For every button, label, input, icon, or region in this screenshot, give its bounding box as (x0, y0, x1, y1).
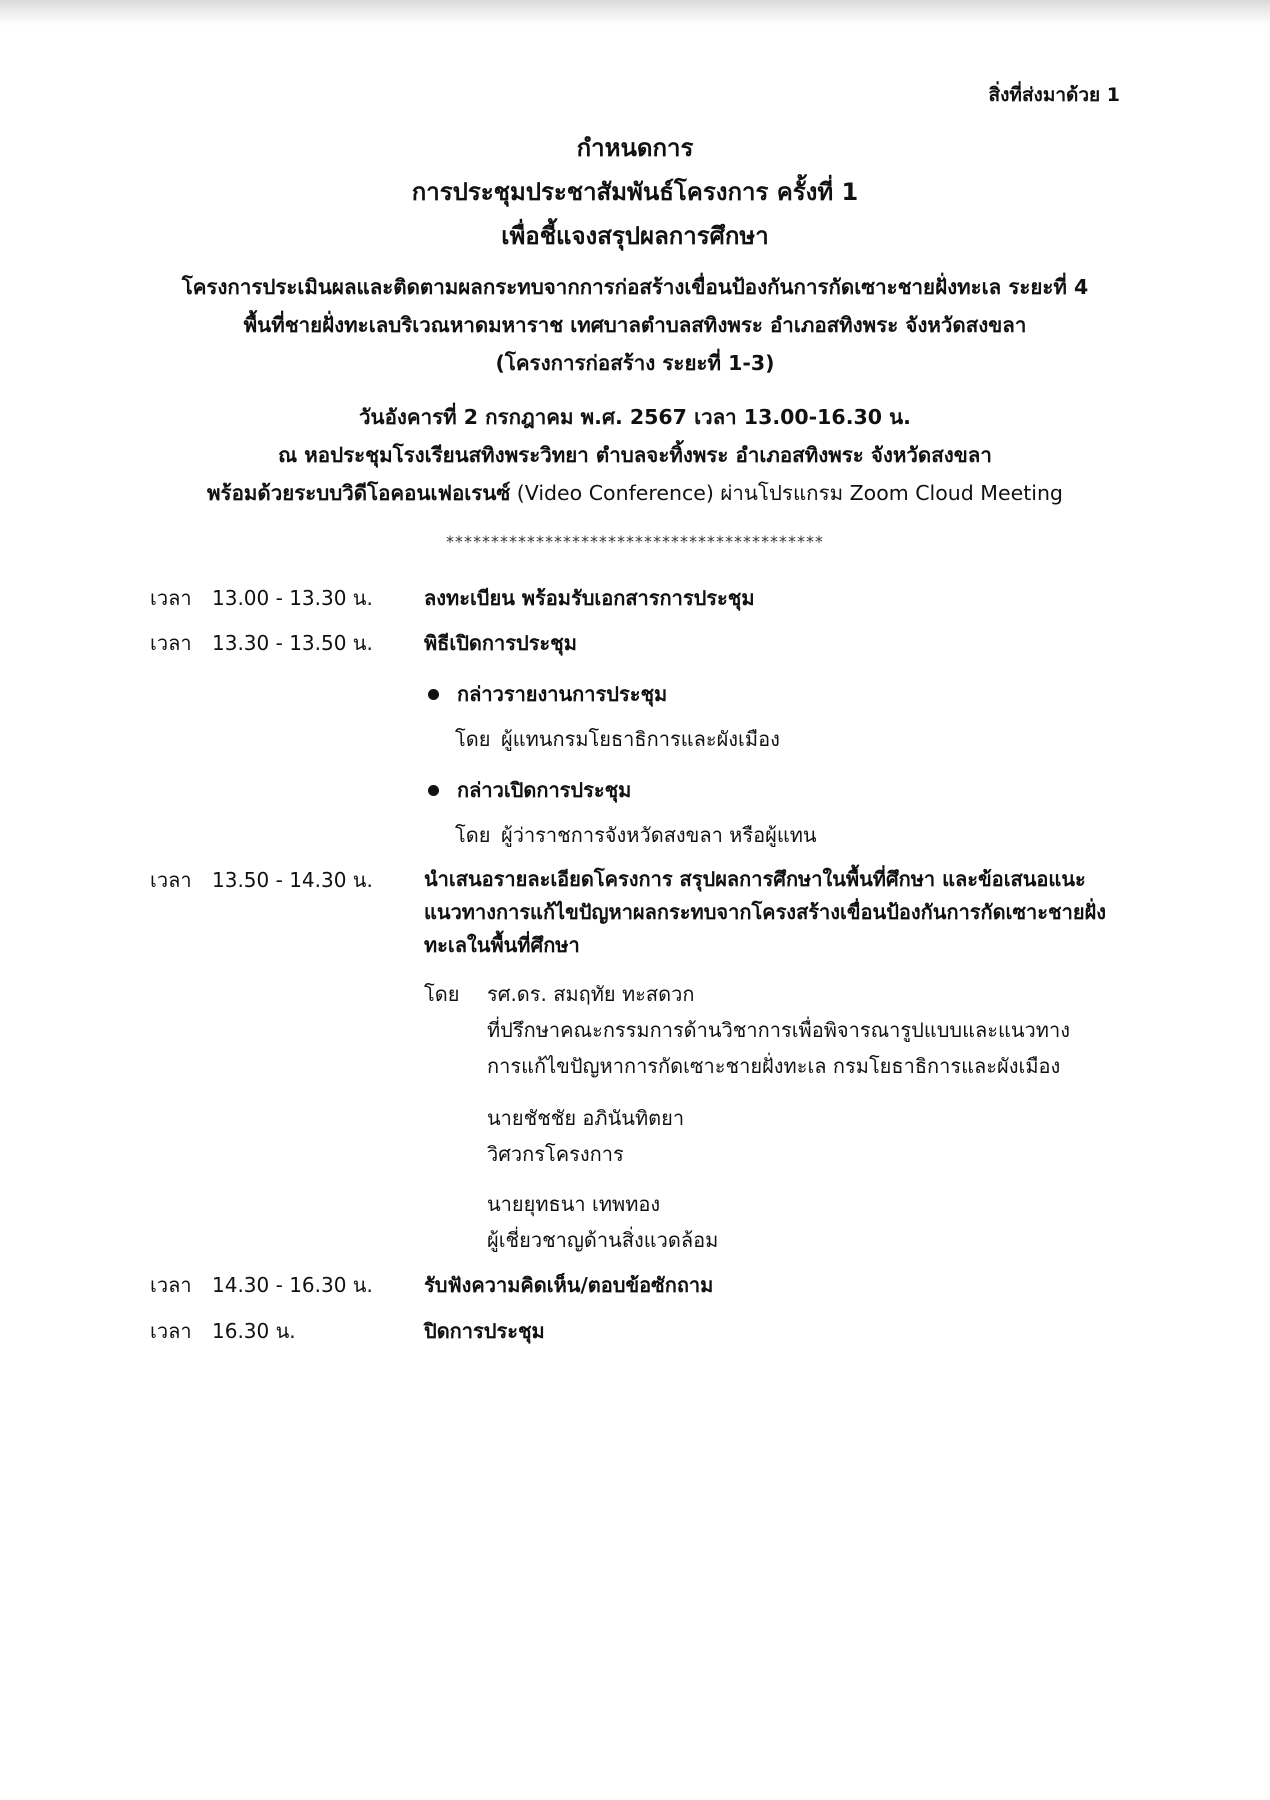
date-line: วันอังคารที่ 2 กรกฎาคม พ.ศ. 2567 เวลา 13.00-16.30 น. (359, 405, 911, 429)
speakers-by-label: โดย (424, 982, 460, 1006)
agenda-title-4: รับฟังความคิดเห็น/ตอบข้อซักถาม (424, 1273, 714, 1297)
venue-line: ณ หอประชุมโรงเรียนสทิงพระวิทยา ตำบลจะทิ้งพระ อำเภอสทิงพระ จังหวัดสงขลา (278, 443, 992, 467)
by-label: โดย (455, 823, 491, 847)
online-line-suffix: (Video Conference) ผ่านโปรแกรม Zoom Cloud Meeting (510, 481, 1063, 505)
title-line-2: การประชุมประชาสัมพันธ์โครงการ ครั้งที่ 1 (411, 178, 859, 206)
time-label: เวลา (150, 868, 192, 892)
agenda-title-3-line-1: นำเสนอรายละเอียดโครงการ สรุปผลการศึกษาในพื้นที่ศึกษา และข้อเสนอแนะ (424, 867, 1086, 891)
online-line (130, 474, 1140, 512)
agenda-title-3 (424, 863, 1164, 962)
bullet-icon (428, 785, 439, 796)
separator-stars: ****************************************** (446, 532, 824, 551)
agenda-title-3-line-2: แนวทางการแก้ไขปัญหาผลกระทบจากโครงสร้างเขื่อนป้องกันการกัดเซาะชายฝั่ง (424, 900, 1107, 924)
speaker-2 (487, 1100, 684, 1172)
opening-item-2 (424, 775, 631, 805)
opening-item-2-by (455, 820, 817, 850)
agenda-title-3-line-3: ทะเลในพื้นที่ศึกษา (424, 933, 580, 957)
time-value: 14.30 - 16.30 น. (212, 1273, 373, 1297)
speaker-1-role-1: ที่ปรึกษาคณะกรรมการด้านวิชาการเพื่อพิจารณารูปแบบและแนวทาง (487, 1018, 1070, 1042)
project-block (130, 268, 1140, 382)
time-value: 13.30 - 13.50 น. (212, 631, 373, 655)
speaker-2-name: นายชัชชัย อภินันทิตยา (487, 1106, 685, 1130)
agenda-time-2 (150, 628, 373, 658)
online-line-prefix: พร้อมด้วยระบบวิดีโอคอนเฟอเรนซ์ (207, 481, 511, 505)
title-line-3: เพื่อชี้แจงสรุปผลการศึกษา (501, 222, 769, 250)
agenda-title-1: ลงทะเบียน พร้อมรับเอกสารการประชุม (424, 586, 755, 610)
by-value: ผู้แทนกรมโยธาธิการและผังเมือง (501, 727, 780, 751)
speaker-3-name: นายยุทธนา เทพทอง (487, 1192, 661, 1216)
time-value: 16.30 น. (212, 1319, 296, 1343)
time-label: เวลา (150, 1319, 192, 1343)
meeting-info-block (130, 398, 1140, 512)
speaker-1 (487, 976, 1070, 1084)
time-value: 13.50 - 14.30 น. (212, 868, 373, 892)
agenda-time-4 (150, 1270, 373, 1300)
opening-item-title: กล่าวรายงานการประชุม (457, 682, 668, 706)
bullet-icon (428, 689, 439, 700)
attachment-label: สิ่งที่ส่งมาด้วย 1 (988, 84, 1120, 106)
title-line-1: กำหนดการ (576, 134, 694, 162)
project-line-2: พื้นที่ชายฝั่งทะเลบริเวณหาดมหาราช เทศบาลตำบลสทิงพระ อำเภอสทิงพระ จังหวัดสงขลา (243, 313, 1027, 337)
document-title-block (130, 126, 1140, 258)
speaker-3-role: ผู้เชี่ยวชาญด้านสิ่งแวดล้อม (487, 1228, 719, 1252)
time-label: เวลา (150, 586, 192, 610)
agenda-title-2: พิธีเปิดการประชุม (424, 631, 577, 655)
time-label: เวลา (150, 631, 192, 655)
by-label: โดย (455, 727, 491, 751)
agenda-time-1 (150, 583, 373, 613)
opening-item-title: กล่าวเปิดการประชุม (457, 778, 632, 802)
speaker-2-role: วิศวกรโครงการ (487, 1142, 624, 1166)
speaker-1-role-2: การแก้ไขปัญหาการกัดเซาะชายฝั่งทะเล กรมโยธาธิการและผังเมือง (487, 1054, 1061, 1078)
by-value: ผู้ว่าราชการจังหวัดสงขลา หรือผู้แทน (501, 823, 817, 847)
agenda-title-5: ปิดการประชุม (424, 1319, 545, 1343)
time-value: 13.00 - 13.30 น. (212, 586, 373, 610)
agenda-time-3 (150, 865, 373, 895)
project-line-1: โครงการประเมินผลและติดตามผลกระทบจากการก่อสร้างเขื่อนป้องกันการกัดเซาะชายฝั่งทะเล ระยะที่ 4 (181, 275, 1089, 299)
speaker-1-name: รศ.ดร. สมฤทัย ทะสดวก (487, 982, 695, 1006)
agenda-time-5 (150, 1316, 296, 1346)
project-line-3: (โครงการก่อสร้าง ระยะที่ 1-3) (495, 351, 775, 375)
speaker-3 (487, 1186, 718, 1258)
opening-item-1-by (455, 724, 780, 754)
time-label: เวลา (150, 1273, 192, 1297)
opening-item-1 (424, 679, 667, 709)
